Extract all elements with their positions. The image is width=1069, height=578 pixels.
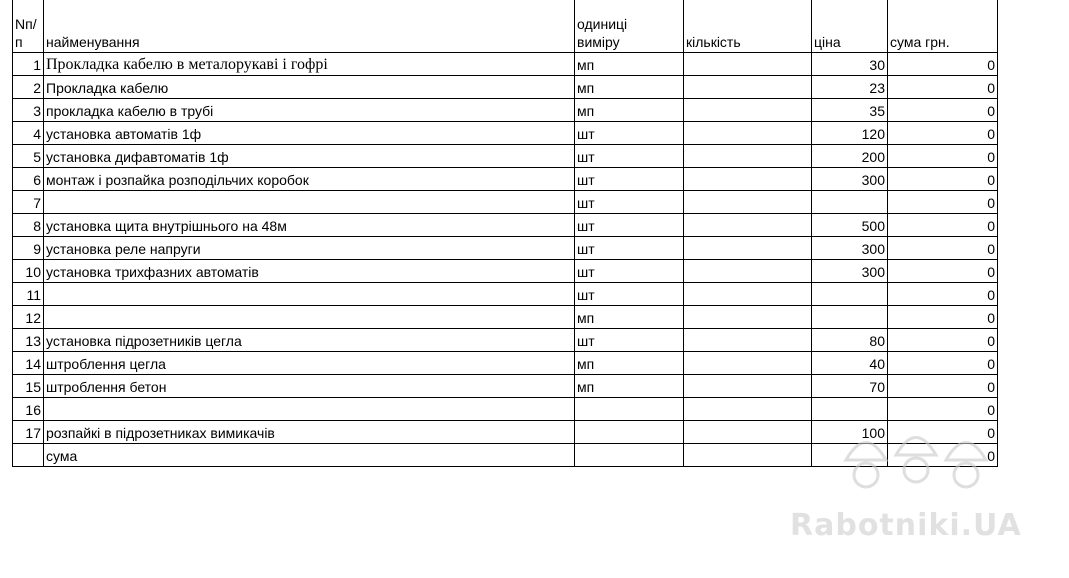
header-price: ціна — [812, 0, 888, 53]
row-price: 300 — [812, 168, 888, 191]
workers-helmets-icon — [836, 420, 996, 500]
row-qty — [684, 76, 812, 99]
row-price: 70 — [812, 375, 888, 398]
row-name: установка щита внутрішнього на 48м — [44, 214, 575, 237]
row-qty — [684, 145, 812, 168]
row-name: Прокладка кабелю — [44, 76, 575, 99]
row-name: сума — [44, 444, 575, 467]
row-price: 40 — [812, 352, 888, 375]
header-qty: кількість — [684, 0, 812, 53]
row-name: штроблення бетон — [44, 375, 575, 398]
row-number: 1 — [13, 53, 44, 76]
row-sum: 0 — [888, 352, 998, 375]
table-row — [13, 375, 998, 398]
row-name: установка підрозетників цегла — [44, 329, 575, 352]
row-qty — [684, 444, 812, 467]
row-unit: мп — [575, 375, 684, 398]
row-qty — [684, 214, 812, 237]
table-row — [13, 283, 998, 306]
row-name: Прокладка кабелю в металорукаві і гофрі — [44, 53, 575, 76]
table-row — [13, 145, 998, 168]
table-row — [13, 237, 998, 260]
row-qty — [684, 352, 812, 375]
row-unit: шт — [575, 191, 684, 214]
row-qty — [684, 421, 812, 444]
row-unit: мп — [575, 99, 684, 122]
row-number: 3 — [13, 99, 44, 122]
header-unit-text: одиниці виміру — [577, 16, 628, 50]
row-name — [44, 191, 575, 214]
row-name: установка дифавтоматів 1ф — [44, 145, 575, 168]
row-qty — [684, 191, 812, 214]
row-number: 5 — [13, 145, 44, 168]
row-number: 8 — [13, 214, 44, 237]
row-unit: шт — [575, 260, 684, 283]
row-unit: шт — [575, 122, 684, 145]
row-price: 200 — [812, 145, 888, 168]
row-sum: 0 — [888, 283, 998, 306]
row-unit: мп — [575, 76, 684, 99]
header-num — [13, 0, 44, 53]
row-name — [44, 283, 575, 306]
row-name: установка трихфазних автоматів — [44, 260, 575, 283]
row-name — [44, 306, 575, 329]
table-row — [13, 191, 998, 214]
row-qty — [684, 283, 812, 306]
row-number — [13, 444, 44, 467]
row-sum: 0 — [888, 329, 998, 352]
table-row — [13, 168, 998, 191]
row-unit: шт — [575, 283, 684, 306]
row-number: 7 — [13, 191, 44, 214]
row-sum: 0 — [888, 53, 998, 76]
table-row — [13, 306, 998, 329]
table-row — [13, 122, 998, 145]
row-sum: 0 — [888, 375, 998, 398]
row-number: 14 — [13, 352, 44, 375]
header-sum: сума грн. — [888, 0, 998, 53]
row-name: монтаж і розпайка розподільчих коробок — [44, 168, 575, 191]
row-number: 11 — [13, 283, 44, 306]
row-unit: шт — [575, 329, 684, 352]
row-number: 13 — [13, 329, 44, 352]
row-qty — [684, 168, 812, 191]
table-row — [13, 214, 998, 237]
header-name: найменування — [44, 0, 575, 53]
row-name: установка реле напруги — [44, 237, 575, 260]
table-row — [13, 260, 998, 283]
row-price: 100 — [812, 421, 888, 444]
row-price: 300 — [812, 237, 888, 260]
row-qty — [684, 53, 812, 76]
row-sum: 0 — [888, 122, 998, 145]
row-price: 35 — [812, 99, 888, 122]
table-row — [13, 99, 998, 122]
row-number: 12 — [13, 306, 44, 329]
row-number: 16 — [13, 398, 44, 421]
row-price — [812, 191, 888, 214]
row-name: прокладка кабелю в трубі — [44, 99, 575, 122]
header-num-text: Nп/ п — [15, 16, 37, 50]
watermark-text: Rabotniki.UA — [790, 508, 1022, 543]
row-unit — [575, 421, 684, 444]
row-unit — [575, 398, 684, 421]
row-number: 6 — [13, 168, 44, 191]
row-unit: мп — [575, 352, 684, 375]
row-qty — [684, 375, 812, 398]
row-number: 17 — [13, 421, 44, 444]
row-unit: шт — [575, 145, 684, 168]
row-unit: шт — [575, 168, 684, 191]
row-sum: 0 — [888, 444, 998, 467]
row-name — [44, 398, 575, 421]
row-price — [812, 283, 888, 306]
table-row — [13, 76, 998, 99]
row-sum: 0 — [888, 145, 998, 168]
table-row — [13, 352, 998, 375]
row-qty — [684, 99, 812, 122]
row-sum: 0 — [888, 421, 998, 444]
row-price: 80 — [812, 329, 888, 352]
row-sum: 0 — [888, 99, 998, 122]
row-number: 10 — [13, 260, 44, 283]
row-unit: мп — [575, 53, 684, 76]
estimate-table — [12, 0, 998, 467]
row-qty — [684, 329, 812, 352]
row-number: 2 — [13, 76, 44, 99]
row-qty — [684, 237, 812, 260]
row-price — [812, 398, 888, 421]
row-price: 23 — [812, 76, 888, 99]
header-row — [13, 0, 998, 53]
row-price: 500 — [812, 214, 888, 237]
row-qty — [684, 398, 812, 421]
row-price: 300 — [812, 260, 888, 283]
row-unit: шт — [575, 214, 684, 237]
row-sum: 0 — [888, 76, 998, 99]
row-sum: 0 — [888, 168, 998, 191]
row-sum: 0 — [888, 214, 998, 237]
row-sum: 0 — [888, 237, 998, 260]
table-row — [13, 329, 998, 352]
row-qty — [684, 122, 812, 145]
header-unit — [575, 0, 684, 53]
row-price: 120 — [812, 122, 888, 145]
table-row — [13, 398, 998, 421]
row-sum: 0 — [888, 398, 998, 421]
row-qty — [684, 306, 812, 329]
row-price — [812, 306, 888, 329]
row-sum: 0 — [888, 191, 998, 214]
row-name: штроблення цегла — [44, 352, 575, 375]
row-number: 9 — [13, 237, 44, 260]
table-row — [13, 53, 998, 76]
row-name: розпайкі в підрозетниках вимикачів — [44, 421, 575, 444]
row-number: 15 — [13, 375, 44, 398]
row-unit: мп — [575, 306, 684, 329]
row-name: установка автоматів 1ф — [44, 122, 575, 145]
row-unit — [575, 444, 684, 467]
row-qty — [684, 260, 812, 283]
row-sum: 0 — [888, 260, 998, 283]
row-number: 4 — [13, 122, 44, 145]
row-sum: 0 — [888, 306, 998, 329]
row-unit: шт — [575, 237, 684, 260]
row-price: 30 — [812, 53, 888, 76]
